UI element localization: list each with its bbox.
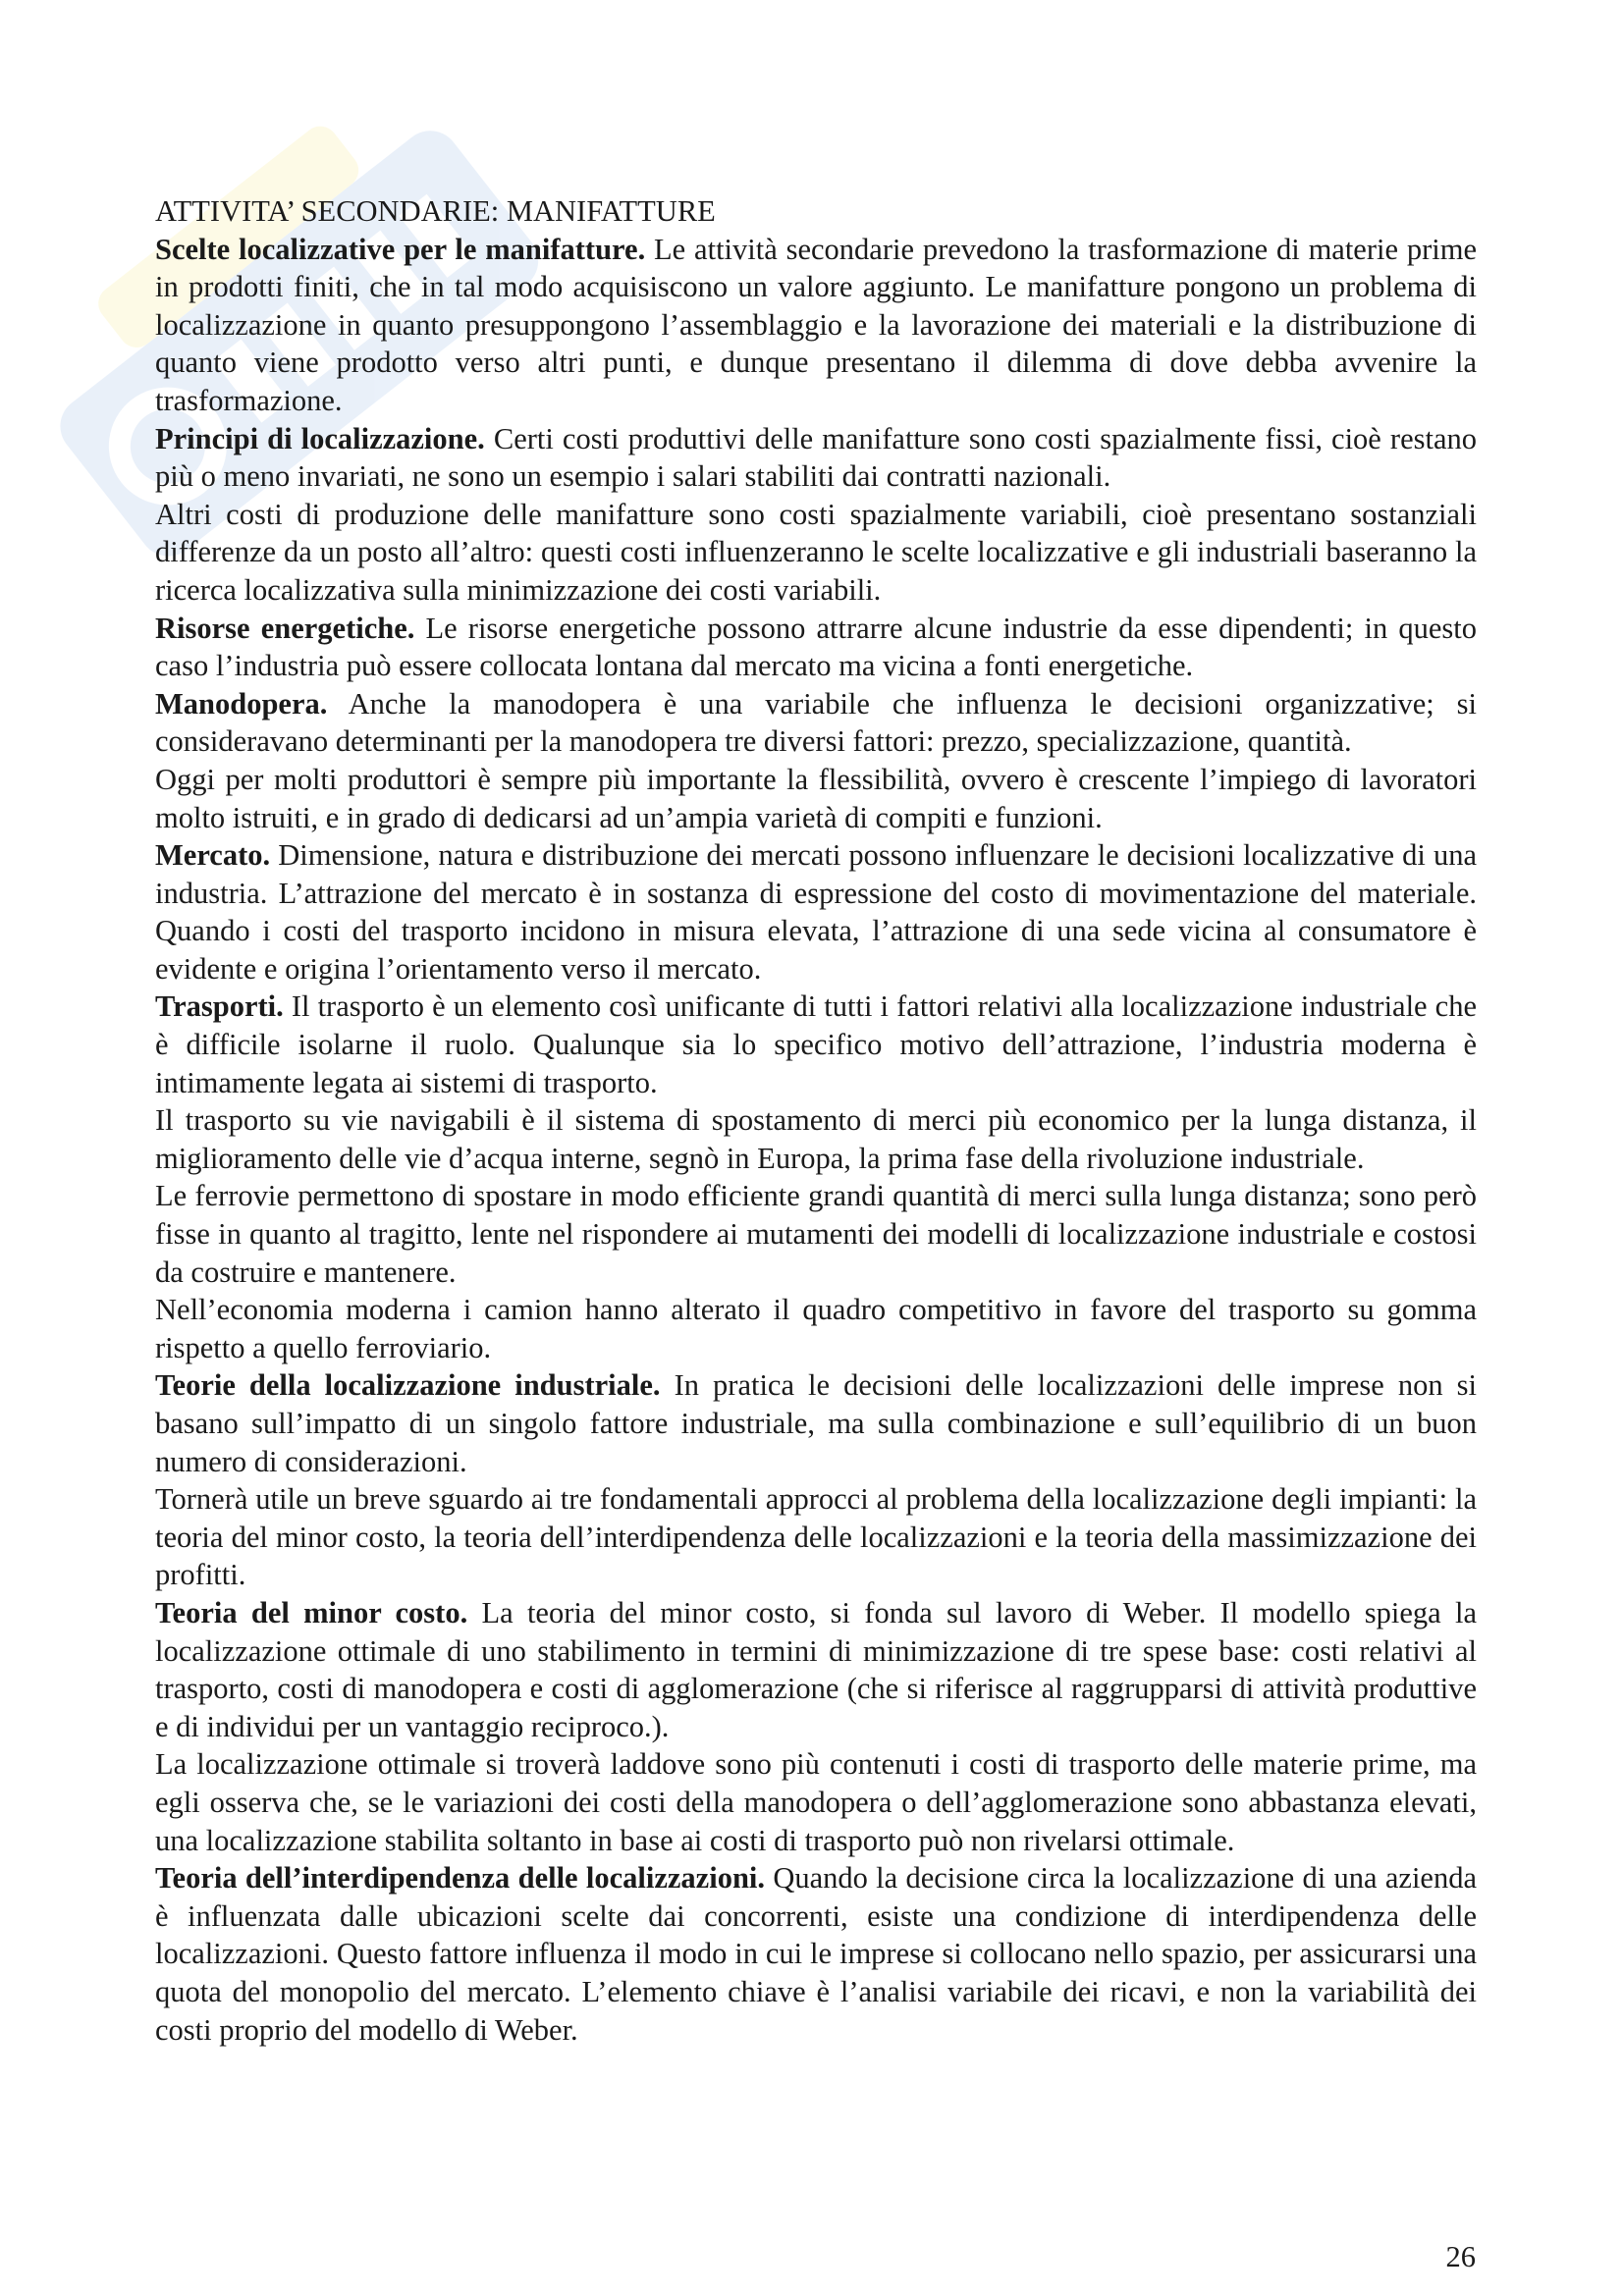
paragraph-title: Teoria dell’interdipendenza delle localizzazioni. <box>155 1861 765 1896</box>
paragraph <box>155 610 1477 685</box>
paragraph-title: Risorse energetiche. <box>155 611 415 645</box>
paragraph <box>155 988 1477 1101</box>
paragraph <box>155 1101 1477 1177</box>
paragraph-title: Trasporti. <box>155 989 284 1024</box>
paragraph-text: Quando la decisione circa la localizzazione di una azienda è influenzata dalle ubicazioni scelte dai concorrenti, esiste una condizione di interdipendenza delle localizzazioni. Questo fattore influenza il modo in cui le imprese si collocano nello spazio, per assicurarsi una quota del monopolio del mercato. L’elemento chiave è l’analisi variabile dei ricavi, e non la variabilità dei costi proprio del modello di Weber. <box>155 1861 1477 2047</box>
page-number: 26 <box>1445 2240 1476 2273</box>
paragraph-text: Oggi per molti produttori è sempre più importante la flessibilità, ovvero è crescente l’impiego di lavoratori molto istruiti, e in grado di dedicarsi ad un’ampia varietà di compiti e funzioni. <box>155 762 1477 834</box>
paragraph-text: In pratica le decisioni delle localizzazioni delle imprese non si basano sull’impatto di un singolo fattore industriale, ma sulla combinazione e sull’equilibrio di un buon numero di considerazioni. <box>155 1368 1478 1478</box>
paragraph <box>155 1480 1477 1594</box>
paragraph <box>155 836 1477 988</box>
paragraph <box>155 231 1477 420</box>
paragraph-title: Manodopera. <box>155 686 328 721</box>
paragraph-title: Principi di localizzazione. <box>155 421 485 455</box>
paragraph-text: Le ferrovie permettono di spostare in modo efficiente grandi quantità di merci sulla lunga distanza; sono però fisse in quanto al tragitto, lente nel rispondere ai mutamenti dei modelli di localizzazione industriale e costosi da costruire e mantenere. <box>155 1179 1477 1289</box>
paragraph <box>155 1745 1477 1859</box>
section-heading: ATTIVITA’ SECONDARIE: MANIFATTURE <box>155 194 716 228</box>
paragraph <box>155 761 1477 836</box>
paragraph-text: La localizzazione ottimale si troverà laddove sono più contenuti i costi di trasporto delle materie prime, ma egli osserva che, se le variazioni dei costi della manodopera o dell’agglomerazione sono abbastanza elevati, una localizzazione stabilita soltanto in base ai costi di trasporto può non rivelarsi ottimale. <box>155 1747 1477 1857</box>
paragraph <box>155 420 1477 496</box>
document-body <box>155 192 1477 2049</box>
paragraph <box>155 685 1477 761</box>
paragraph-text: Dimensione, natura e distribuzione dei mercati possono influenzare le decisioni localizzative di una industria. L’attrazione del mercato è in sostanza di espressione del costo di movimentazione del materiale. Quando i costi del trasporto incidono in misura elevata, l’attrazione di una sede vicina al consumatore è evidente e origina l’orientamento verso il mercato. <box>155 838 1477 986</box>
paragraph-title: Scelte localizzative per le manifatture. <box>155 232 646 266</box>
paragraph-text: Le attività secondarie prevedono la trasformazione di materie prime in prodotti finiti, che in tal modo acquisiscono un valore aggiunto. Le manifatture pongono un problema di localizzazione in quanto presuppongono l’assemblaggio e la lavorazione dei materiali e la distribuzione di quanto viene prodotto verso altri punti, e dunque presentano il dilemma di dove debba avvenire la trasformazione. <box>155 232 1477 417</box>
paragraph-text: Tornerà utile un breve sguardo ai tre fondamentali approcci al problema della localizzazione degli impianti: la teoria del minor costo, la teoria dell’interdipendenza delle localizzazioni e la teoria della massimizzazione dei profitti. <box>155 1482 1477 1592</box>
paragraph-title: Mercato. <box>155 838 271 873</box>
paragraph-text: La teoria del minor costo, si fonda sul lavoro di Weber. Il modello spiega la localizzazione ottimale di uno stabilimento in termini di minimizzazione di tre spese base: costi relativi al trasporto, costi di manodopera e costi di agglomerazione (che si riferisce al raggrupparsi di attività produttive e di individui per un vantaggio reciproco.). <box>155 1595 1477 1743</box>
paragraph <box>155 1594 1477 1745</box>
paragraph-title: Teorie della localizzazione industriale. <box>155 1368 661 1403</box>
paragraph <box>155 1177 1477 1291</box>
paragraph <box>155 1859 1477 2049</box>
paragraph <box>155 496 1477 610</box>
paragraph-text: Nell’economia moderna i camion hanno alterato il quadro competitivo in favore del trasporto su gomma rispetto a quello ferroviario. <box>155 1293 1477 1364</box>
paragraph-text: Certi costi produttivi delle manifatture sono costi spazialmente fissi, cioè restano più o meno invariati, ne sono un esempio i salari stabiliti dai contratti nazionali. <box>155 421 1477 494</box>
paragraph-text: Altri costi di produzione delle manifatture sono costi spazialmente variabili, cioè presentano sostanziali differenze da un posto all’altro: questi costi influenzeranno le scelte localizzative e gli industriali baseranno la ricerca localizzativa sulla minimizzazione dei costi variabili. <box>155 497 1477 607</box>
paragraph <box>155 1291 1477 1366</box>
paragraph-text: Anche la manodopera è una variabile che influenza le decisioni organizzative; si consideravano determinanti per la manodopera tre diversi fattori: prezzo, specializzazione, quantità. <box>155 686 1477 759</box>
paragraph-title: Teoria del minor costo. <box>155 1595 468 1629</box>
paragraph-list <box>155 231 1477 2050</box>
paragraph <box>155 1366 1477 1480</box>
paragraph-text: Il trasporto è un elemento così unificante di tutti i fattori relativi alla localizzazione industriale che è difficile isolarne il ruolo. Qualunque sia lo specifico motivo dell’attrazione, l’industria moderna è intimamente legata ai sistemi di trasporto. <box>155 989 1478 1099</box>
paragraph-text: Il trasporto su vie navigabili è il sistema di spostamento di merci più economico per la lunga distanza, il miglioramento delle vie d’acqua interne, segnò in Europa, la prima fase della rivoluzione industriale. <box>155 1103 1477 1175</box>
paragraph-text: Le risorse energetiche possono attrarre alcune industrie da esse dipendenti; in questo caso l’industria può essere collocata lontana dal mercato ma vicina a fonti energetiche. <box>155 611 1477 683</box>
